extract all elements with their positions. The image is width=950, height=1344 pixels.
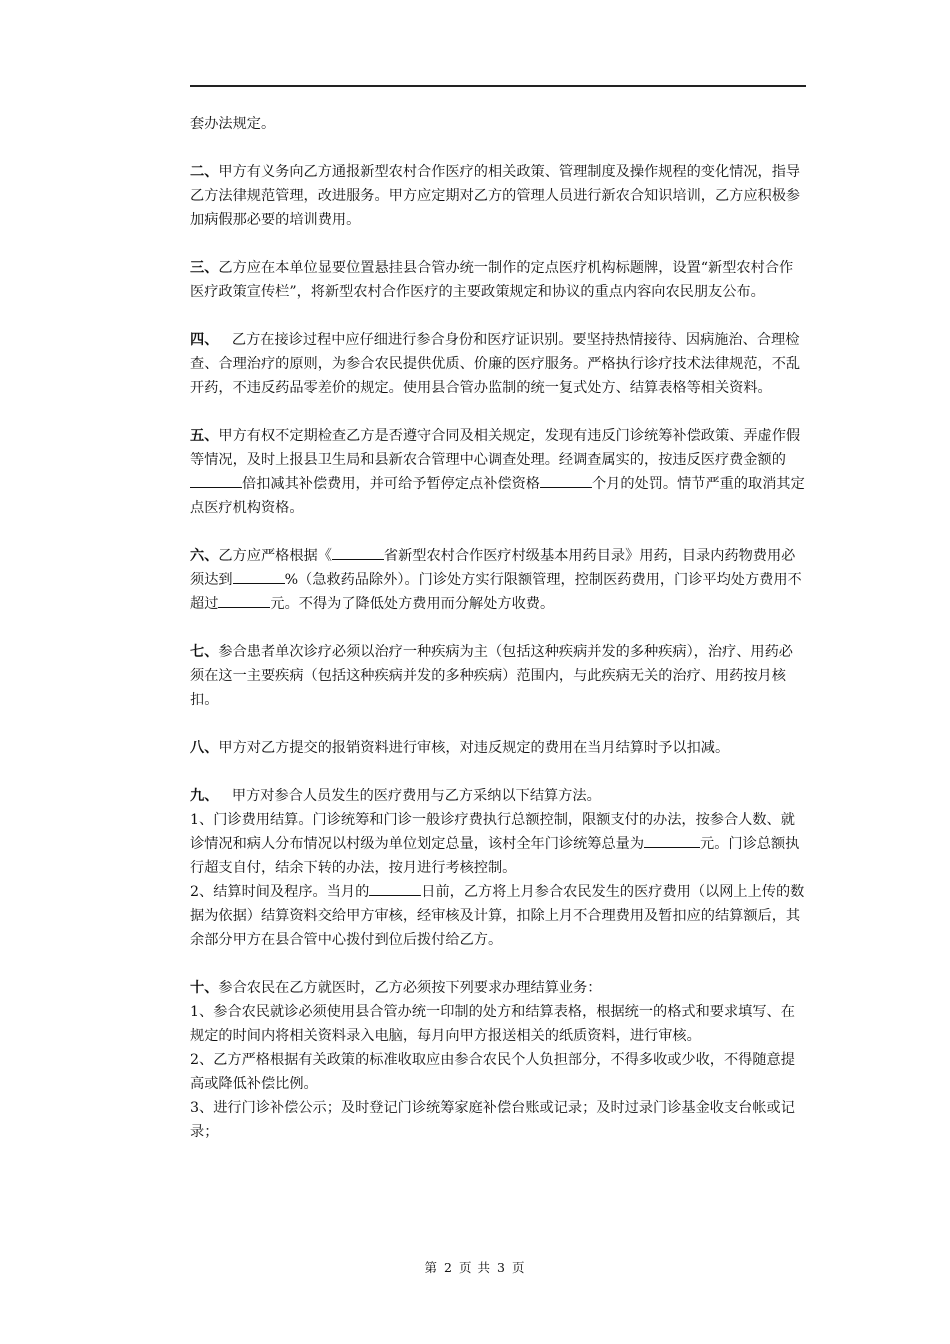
section-text: 省新型农村合作医疗村级基本用药目录》用药，目录内药物费用必须达到 — [190, 548, 796, 588]
section-text: 乙方在接诊过程中应仔细进行参合身份和医疗证识别。要坚持热情接待、因病施治、合理检查、合理治疗的原则，为参合农民提供优质、价廉的医疗服务。严格执行诊疗技术法律规范，不乱开药，不违反药品零差价的规定。使用县合管办监制的统一复式处方、结算表格等相关资料。 — [190, 332, 801, 396]
section-9 — [190, 784, 806, 808]
page-total: 3 — [496, 1260, 506, 1275]
section-2 — [190, 160, 806, 232]
section-text: 参合农民在乙方就医时，乙方必须按下列要求办理结算业务： — [218, 980, 602, 996]
fill-blank — [369, 880, 421, 896]
section-number: 二、 — [190, 164, 219, 180]
section-text: 倍扣减其补偿费用，并可给予暂停定点补偿资格 — [242, 476, 540, 492]
section-10 — [190, 976, 806, 1000]
section-10-item-1: 1、参合农民就诊必须使用县合管办统一印制的处方和结算表格，根据统一的格式和要求填写、在规定的时间内将相关资料录入电脑，每月向甲方报送相关的纸质资料，进行审核。 — [190, 1004, 795, 1044]
section-number: 三、 — [190, 260, 219, 276]
section-4 — [190, 328, 806, 400]
footer-middle: 页 共 — [459, 1260, 491, 1275]
fill-blank — [233, 568, 285, 584]
section-number: 四、 — [190, 332, 219, 348]
continuation-text: 套办法规定。 — [190, 116, 276, 132]
section-number: 五、 — [190, 428, 219, 444]
section-text: 元。不得为了降低处方费用而分解处方收费。 — [270, 596, 555, 612]
section-text: 甲方有义务向乙方通报新型农村合作医疗的相关政策、管理制度及操作规程的变化情况，指导乙方法律规范管理，改进服务。甲方应定期对乙方的管理人员进行新农合知识培训，乙方应积极参加病假那必要的培训费用。 — [190, 164, 801, 228]
page-footer — [0, 1258, 950, 1276]
item-text: 日前，乙方将上月参合农民发生的医疗费用（以网上上传的数据为依据）结算资料交给甲方审核，经审核及计算，扣除上月不合理费用及暂扣应的结算额后，其余部分甲方在县合管中心拨付到位后拨付给乙方。 — [190, 884, 805, 948]
section-3 — [190, 256, 806, 304]
section-7 — [190, 640, 806, 712]
section-text: 甲方对参合人员发生的医疗费用与乙方采纳以下结算方法。 — [231, 788, 601, 804]
page-number: 2 — [444, 1260, 453, 1275]
fill-blank — [332, 544, 384, 560]
section-10-item-2: 2、乙方严格根据有关政策的标准收取应由参合农民个人负担部分，不得多收或少收，不得随意提高或降低补偿比例。 — [190, 1052, 795, 1092]
item-text: 1、门诊费用结算。门诊统筹和门诊一般诊疗费执行总额控制，限额支付的办法，按参合人数、就诊情况和病人分布情况以村级为单位划定总量，该村全年门诊统筹总量为 — [190, 812, 795, 852]
section-number: 十、 — [190, 980, 219, 996]
section-text: 乙方应在本单位显要位置悬挂县合管办统一制作的定点医疗机构标题牌，设置“新型农村合作医疗政策宣传栏”，将新型农村合作医疗的主要政策规定和协议的重点内容向农民朋友公布。 — [190, 260, 794, 300]
item-text: 元。门诊总额执行超支自付，结余下转的办法，按月进行考核控制。 — [190, 836, 800, 876]
section-8 — [190, 736, 806, 760]
fill-blank — [678, 832, 700, 848]
fill-blank — [540, 472, 592, 488]
section-5 — [190, 424, 806, 520]
item-text: 2、结算时间及程序。当月的 — [190, 884, 370, 900]
document-body — [190, 112, 806, 1144]
footer-suffix: 页 — [511, 1260, 526, 1275]
section-text: 甲方对乙方提交的报销资料进行审核，对违反规定的费用在当月结算时予以扣减。 — [218, 740, 730, 756]
fill-blank — [644, 832, 678, 848]
section-number: 七、 — [190, 644, 219, 660]
section-text: 乙方应严格根据《 — [218, 548, 332, 564]
fill-blank — [190, 472, 242, 488]
section-number: 八、 — [190, 740, 219, 756]
section-text: 个月的处罚。情节严重的取消其定点医疗机构资格。 — [190, 476, 805, 516]
section-9-item-2 — [190, 880, 806, 952]
footer-prefix: 第 — [424, 1260, 439, 1275]
section-9-item-1 — [190, 808, 806, 880]
fill-blank — [218, 592, 270, 608]
section-text: 甲方有权不定期检查乙方是否遵守合同及相关规定，发现有违反门诊统筹补偿政策、弄虚作假等情况，及时上报县卫生局和县新农合管理中心调查处理。经调查属实的，按违反医疗费金额的 — [190, 428, 801, 468]
section-number: 九、 — [190, 788, 219, 804]
header-rule — [190, 85, 806, 87]
section-6 — [190, 544, 806, 616]
section-10-item-3: 3、进行门诊补偿公示；及时登记门诊统筹家庭补偿台账或记录；及时过录门诊基金收支台帐或记录； — [190, 1100, 795, 1140]
section-text: %（急救药品除外）。门诊处方实行限额管理，控制医药费用，门诊平均处方费用不超过 — [190, 572, 802, 612]
section-number: 六、 — [190, 548, 219, 564]
section-text: 参合患者单次诊疗必须以治疗一种疾病为主（包括这种疾病并发的多种疾病），治疗、用药必须在这一主要疾病（包括这种疾病并发的多种疾病）范围内，与此疾病无关的治疗、用药按月核扣。 — [190, 644, 793, 708]
